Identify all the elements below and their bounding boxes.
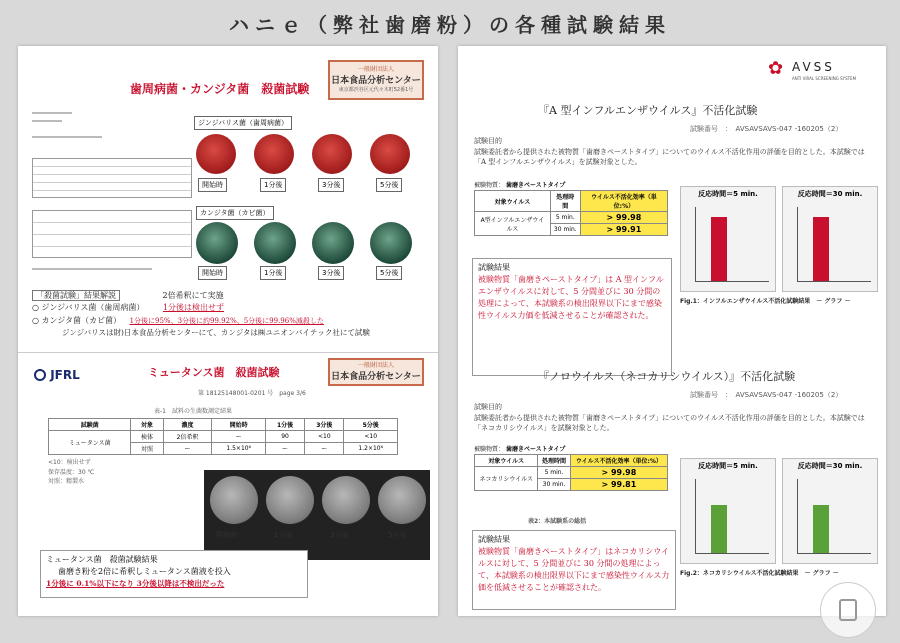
noro-chart1-title: 反応時間＝5 min.	[698, 462, 758, 470]
globe-icon	[34, 369, 46, 381]
noro-chart1-axis	[695, 479, 696, 553]
th-5: 3分後	[305, 419, 344, 431]
noro-sample	[474, 444, 565, 453]
candida-plates	[196, 222, 426, 278]
r1-c4: 90	[265, 431, 304, 443]
flu-th3: ウイルス不活化効率（単位:%）	[580, 191, 667, 212]
plate-candida-0	[196, 222, 238, 264]
plate-mutans-1	[266, 476, 314, 524]
mutans-result-line1: 歯磨き粉を2倍に希釈しミュータンス菌液を投入	[58, 567, 231, 576]
watermark-badge	[820, 582, 876, 638]
noro-result-title: 試験結果	[478, 535, 510, 544]
row-name: ミュータンス菌	[49, 431, 131, 455]
noro-fig-caption: Fig.2：ネコカリシウイルス不活化試験結果 － グラフ －	[680, 570, 839, 577]
stamp2-main: 日本食品分析センター	[331, 372, 421, 382]
r2-c5: ー	[305, 443, 344, 455]
flu-test-no: 試験番号 ： AVSAVSAVS-047 -160205（2）	[690, 125, 843, 133]
flu-th2: 処理時間	[550, 191, 580, 212]
noro-purpose-text: 試験委託者から提供された被物質「歯磨きペーストタイプ」についてのウイルス不活化作用の評価を目的とした。本試験では「ネコカリシウイルス」を試験対象とした。	[474, 413, 865, 432]
noro-th2: 処理時間	[538, 455, 570, 467]
r2-c4: ー	[265, 443, 304, 455]
flu-purpose-text: 試験委託者から提供された被物質「歯磨きペーストタイプ」についてのウイルス不活化作用の評価を目的とした。本試験では「A 型インフルエンザウイルス」を試験対象とした。	[474, 147, 865, 166]
noro-sample-label: 被験物質：	[474, 446, 505, 453]
r2-c6: 1.2×10⁶	[344, 443, 398, 455]
r2-c1: 対照	[131, 443, 163, 455]
noro-time2: 30 min.	[538, 479, 570, 491]
plate-candida-3	[312, 222, 354, 264]
candida-time-0: 開始時	[198, 266, 227, 280]
flu-val1-text: 99.98	[615, 213, 642, 222]
mutans-time-3: 3分後	[330, 531, 349, 539]
flu-chart-5min	[680, 186, 776, 292]
flu-purpose	[474, 136, 874, 168]
mutans-doc-no: 第 18125148001-0201 号 page 3/6	[198, 390, 306, 397]
ginjiva-time-0: 開始時	[198, 178, 227, 192]
mutans-notes	[48, 458, 94, 487]
note-2: 対照：精製水	[48, 478, 85, 486]
noro-chart2-title: 反応時間＝30 min.	[797, 462, 863, 470]
noro-chart-5min	[680, 458, 776, 564]
noro-table-caption: 表2：本試験系の総括	[528, 518, 587, 525]
jfrl-logo-text: JFRL	[50, 368, 80, 382]
th-6: 5分後	[344, 419, 398, 431]
stamp-top: 一般財団法人	[357, 66, 394, 73]
r2-c2: ー	[163, 443, 212, 455]
jfrl-stamp-2	[328, 358, 424, 386]
noro-purpose	[474, 402, 874, 434]
stamp-sub: 東京都渋谷区元代々木町52番1号	[338, 87, 414, 93]
mutans-table-caption: 表-1 試料の生菌数測定結果	[154, 408, 232, 415]
plate-mutans-5	[378, 476, 426, 524]
summary-item1-name: ジンジバリス菌（歯周病菌）	[41, 303, 145, 313]
candida-time-3: 3分後	[318, 266, 344, 280]
noro-test-no: 試験番号 ： AVSAVSAVS-047 -160205（2）	[690, 391, 843, 399]
noro-sample-name: 歯磨きペーストタイプ	[505, 446, 566, 453]
th-2: 濃度	[163, 419, 212, 431]
mutans-time-labels	[204, 530, 430, 544]
noro-val2-text: 99.81	[610, 480, 637, 489]
th-3: 開始時	[212, 419, 266, 431]
avss-logo	[768, 58, 878, 88]
noro-table	[474, 454, 668, 491]
th-4: 1分後	[265, 419, 304, 431]
flu-chart-30min	[782, 186, 878, 292]
noro-chart2-baseline	[797, 553, 871, 554]
r1-c1: 検体	[131, 431, 163, 443]
stamp2-top: 一般財団法人	[357, 362, 394, 369]
scanned-table-area	[32, 106, 192, 276]
noro-val1-text: 99.98	[610, 468, 637, 477]
section-divider	[18, 352, 438, 353]
note-0: <10：検出せず	[48, 459, 91, 466]
flu-chart2-axis	[797, 207, 798, 281]
flu-val1: > 99.98	[580, 212, 667, 224]
flu-chart2-baseline	[797, 281, 871, 282]
noro-time1: 5 min.	[538, 467, 570, 479]
mutans-time-5: 5分後	[388, 531, 407, 539]
r1-c3: ー	[212, 431, 266, 443]
candida-label: カンジタ菌（カビ菌）	[196, 206, 274, 220]
r2-c3: 1.5×10⁶	[212, 443, 266, 455]
noro-chart1-bar	[711, 505, 727, 553]
plate-mutans-3	[322, 476, 370, 524]
noro-val2: > 99.81	[570, 479, 667, 491]
flu-sample	[474, 180, 565, 189]
jfrl-logo	[34, 368, 80, 382]
stamp-main: 日本食品分析センター	[331, 76, 421, 86]
page-header	[0, 0, 900, 46]
page-title: ハニｅ（弊社歯磨粉）の各種試験結果	[229, 12, 671, 37]
th-1: 対象	[131, 419, 163, 431]
noro-val1: > 99.98	[570, 467, 667, 479]
noro-chart2-bar	[813, 505, 829, 553]
flu-fig-caption: Fig.1：インフルエンザウイルス不活化試験結果 － グラフ －	[680, 298, 851, 305]
summary-note: 2倍希釈にて実施	[162, 291, 224, 300]
noro-title: 『ノロウイルス（ネコカリシウイルス）』不活化試験	[538, 370, 796, 383]
ginjiva-label: ジンジバリス菌（歯周病菌）	[194, 116, 292, 130]
flu-title: 『A 型インフルエンザウイルス』不活化試験	[538, 104, 758, 117]
flu-chart2-title: 反応時間＝30 min.	[797, 190, 863, 198]
plate-ginjiva-3	[312, 134, 352, 174]
left-document	[18, 46, 438, 616]
ginjiva-plates	[196, 134, 426, 192]
perio-title: 歯周病菌・カンジタ菌 殺菌試験	[130, 82, 310, 96]
candida-time-1: 1分後	[260, 266, 286, 280]
summary-item1-result: 1分後は検出せず	[162, 303, 225, 313]
candida-time-5: 5分後	[376, 266, 402, 280]
flu-time2: 30 min.	[550, 224, 580, 236]
flu-chart2-bar	[813, 217, 829, 281]
noro-result-text: 被験物質「歯磨きペーストタイプ」はネコカリシウイルスに対して、5 分間並びに 30 分間の処理によって、本試験系の検出限界以下にまで感染性ウイルス力価を低減させることが確認された。	[478, 547, 670, 592]
r1-c2: 2倍希釈	[163, 431, 212, 443]
noro-virus: ネコカリシウイルス	[475, 467, 538, 491]
ginjiva-time-1: 1分後	[260, 178, 286, 192]
flu-purpose-title: 試験目的	[474, 137, 502, 145]
r1-c5: <10	[305, 431, 344, 443]
mutans-title: ミュータンス菌 殺菌試験	[148, 366, 280, 379]
plate-ginjiva-5	[370, 134, 410, 174]
flu-virus: A型インフルエンザウイルス	[475, 212, 551, 236]
plate-mutans-0	[210, 476, 258, 524]
mutans-table	[48, 418, 398, 455]
flu-th1: 対象ウイルス	[475, 191, 551, 212]
flu-chart1-baseline	[695, 281, 769, 282]
summary-item2-name: カンジタ菌（カビ菌）	[41, 315, 122, 325]
flu-val2-text: 99.91	[615, 225, 642, 234]
bookmark-icon	[839, 599, 857, 621]
right-document	[458, 46, 886, 616]
flu-chart1-title: 反応時間＝5 min.	[698, 190, 758, 198]
noro-result-box	[472, 530, 676, 610]
flu-result-text: 被験物質「歯磨きペーストタイプ」は A 型インフルエンザウイルスに対して、5 分間並びに 30 分間の処理によって、本試験系の検出限界以下にまで感染性ウイルス力価を低減させることが確認された。	[478, 275, 664, 320]
plate-ginjiva-0	[196, 134, 236, 174]
mutans-plates	[204, 470, 430, 560]
flu-table	[474, 190, 668, 236]
r1-c6: <10	[344, 431, 398, 443]
noro-chart2-axis	[797, 479, 798, 553]
flu-sample-label: 被験物質：	[474, 182, 505, 189]
flu-val2: > 99.91	[580, 224, 667, 236]
avss-logo-text: AVSS	[792, 60, 835, 74]
noro-chart-30min	[782, 458, 878, 564]
mutans-result-line2: 1分後に 0.1%以下になり 3分後以降は不検出だった	[46, 579, 225, 588]
note-1: 保存温度：30 ℃	[48, 468, 95, 476]
flu-chart1-axis	[695, 207, 696, 281]
summary-title: 「殺菌試験」結果解説	[32, 290, 120, 301]
flu-time1: 5 min.	[550, 212, 580, 224]
mutans-time-0: 開始時	[216, 531, 237, 539]
jfrl-stamp	[328, 60, 424, 100]
ribbon-icon: ✿	[768, 58, 784, 79]
plate-candida-5	[370, 222, 412, 264]
flu-chart1-bar	[711, 217, 727, 281]
perio-summary: 「殺菌試験」結果解説 2倍希釈にて実施 ○ ジンジバリス菌（歯周病菌） 1分後は検出せず ○ カンジタ菌（カビ菌） 1分後に95%、3分後に約99.92%、5分後に99.96%減殺した ジンジバリスは財)日本食品分析センターにて、カンジタは㈱ユニオンバイテック社にて試験	[32, 290, 428, 348]
plate-ginjiva-1	[254, 134, 294, 174]
mutans-time-1: 1分後	[274, 531, 293, 539]
summary-footer: ジンジバリスは財)日本食品分析センターにて、カンジタは㈱ユニオンバイテック社にて試験	[62, 328, 370, 338]
summary-item2-result: 1分後に95%、3分後に約99.92%、5分後に99.96%減殺した	[129, 316, 324, 325]
th-0: 試験菌	[49, 419, 131, 431]
ginjiva-time-3: 3分後	[318, 178, 344, 192]
noro-th3: ウイルス不活化効率（単位:%）	[570, 455, 667, 467]
avss-logo-sub: ANTI VIRAL SCREENING SYSTEM	[792, 76, 857, 81]
plate-candida-1	[254, 222, 296, 264]
flu-sample-name: 歯磨きペーストタイプ	[505, 182, 566, 189]
ginjiva-time-5: 5分後	[376, 178, 402, 192]
flu-result-title: 試験結果	[478, 263, 510, 272]
noro-purpose-title: 試験目的	[474, 403, 502, 411]
mutans-result-title: ミュータンス菌 殺菌試験結果	[46, 555, 158, 564]
noro-th1: 対象ウイルス	[475, 455, 538, 467]
noro-chart1-baseline	[695, 553, 769, 554]
mutans-result-box	[40, 550, 308, 598]
flu-result-box	[472, 258, 672, 376]
